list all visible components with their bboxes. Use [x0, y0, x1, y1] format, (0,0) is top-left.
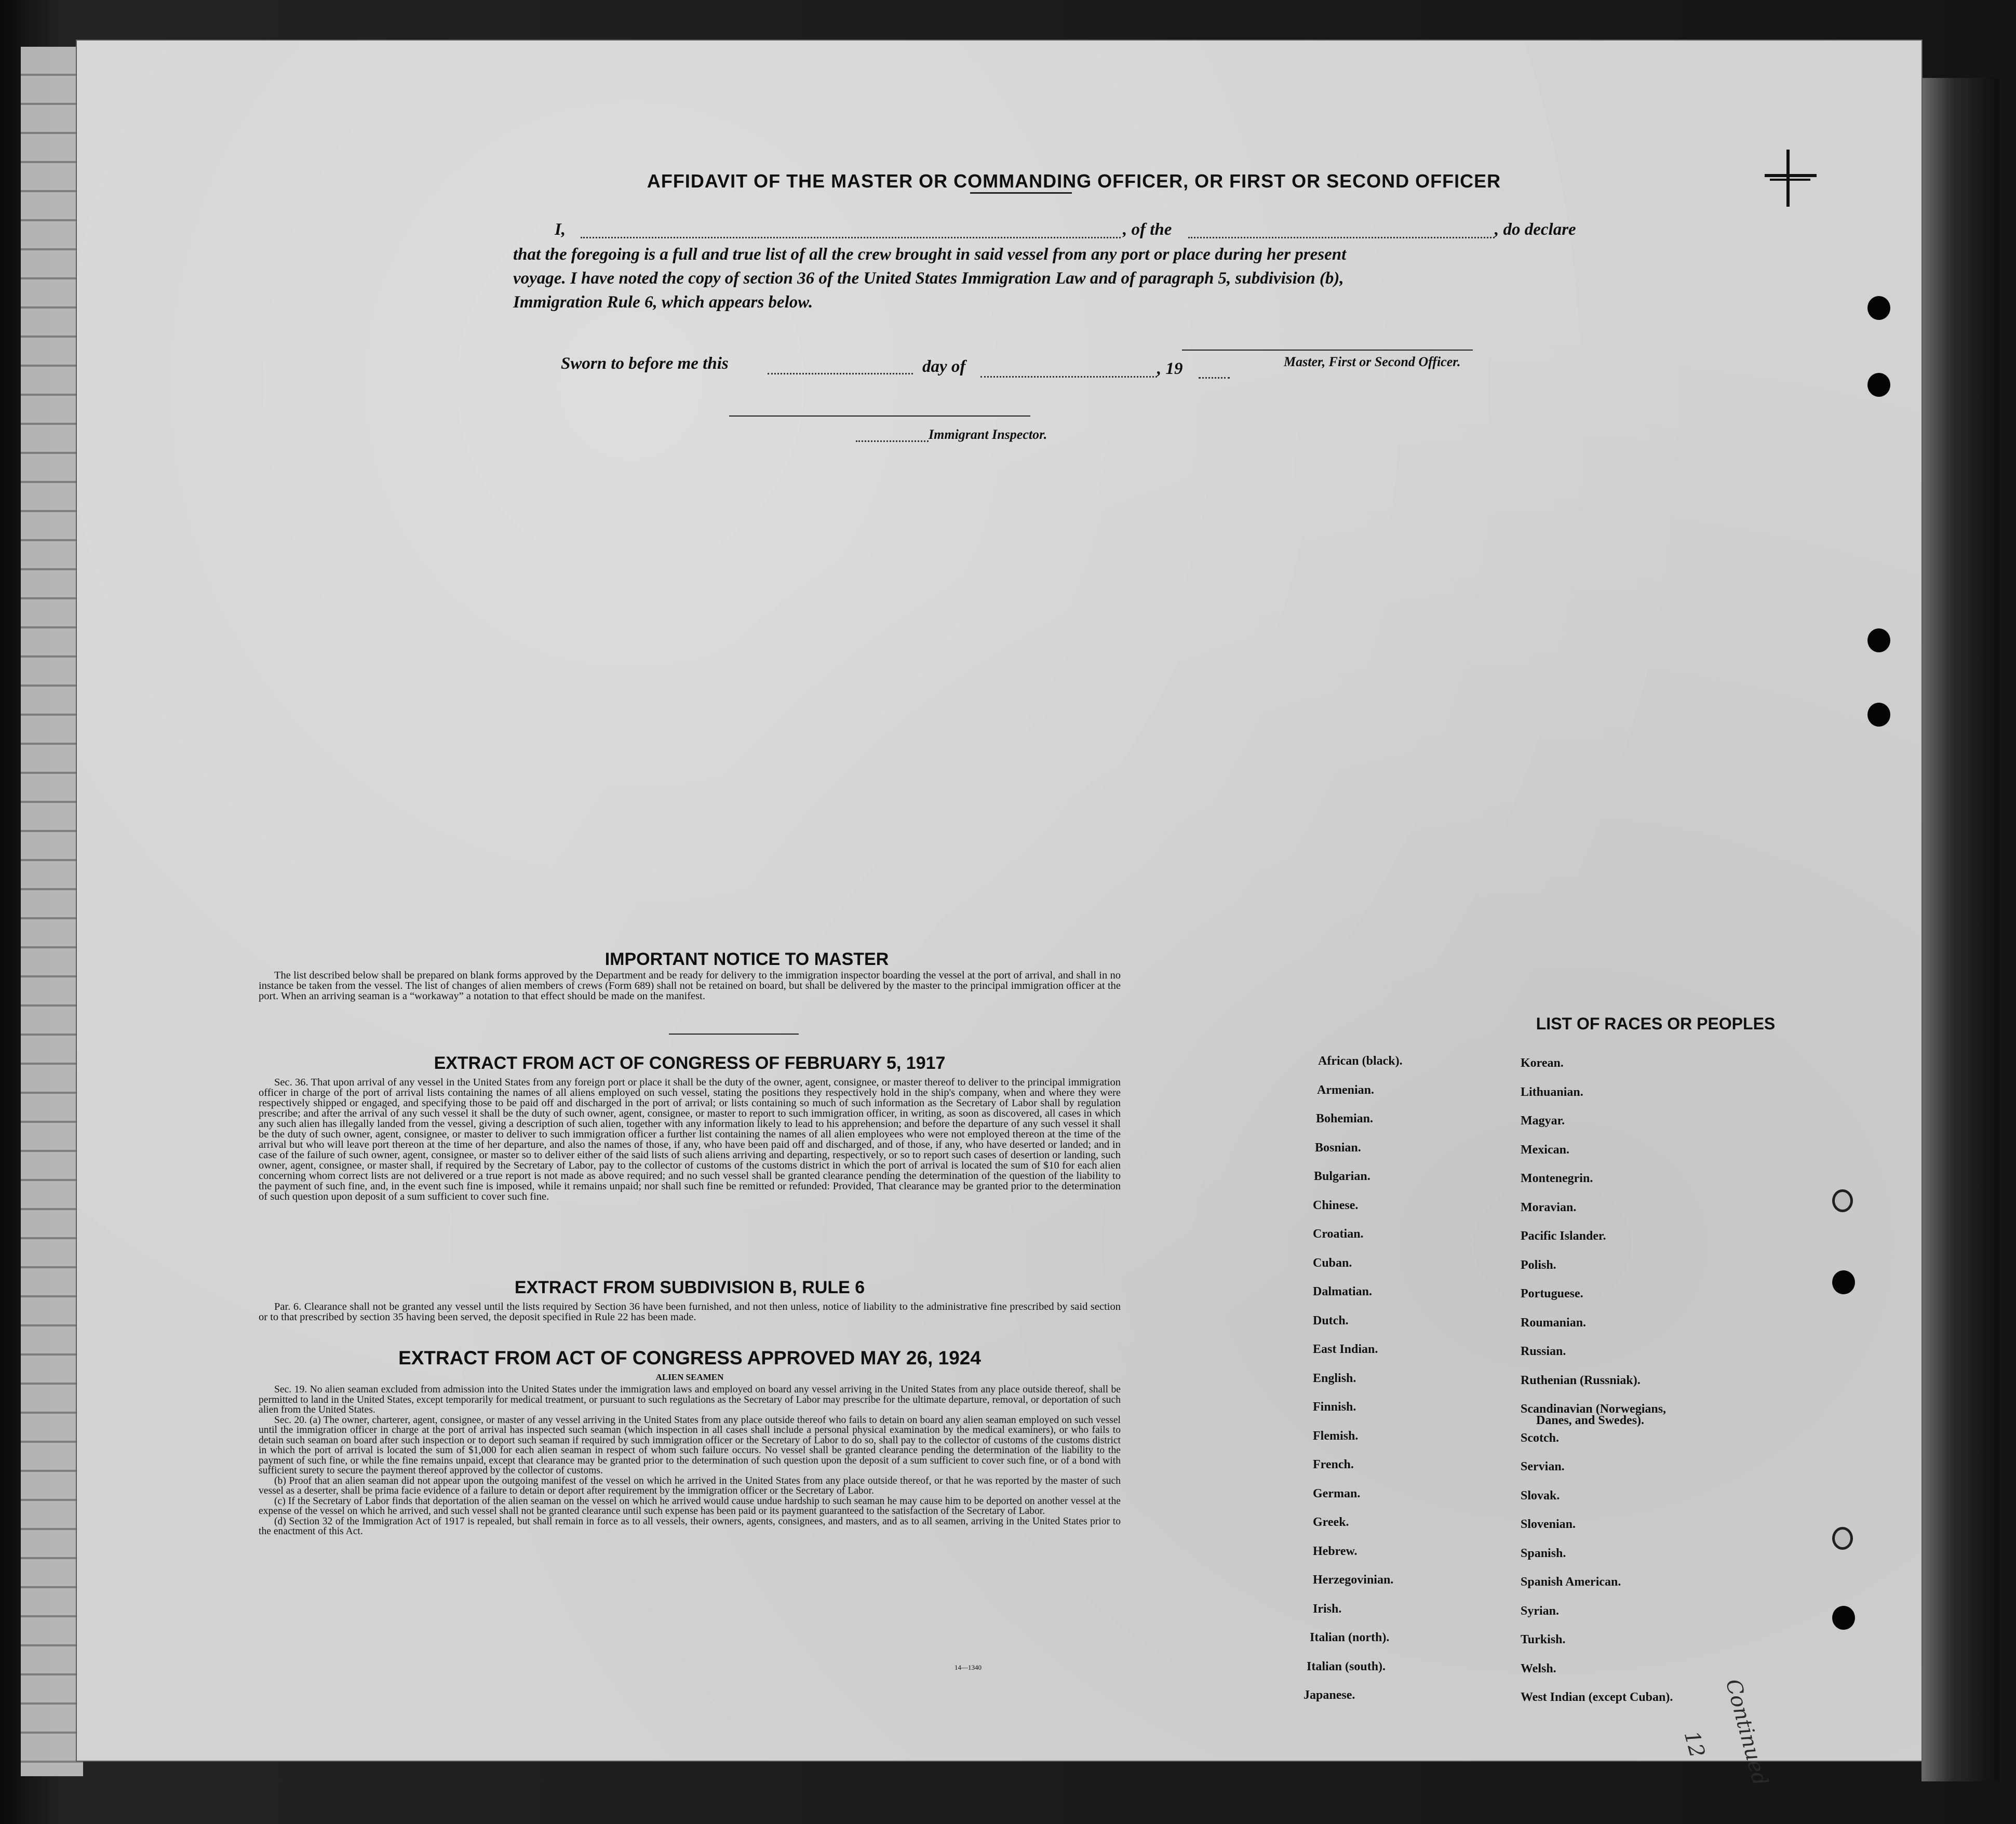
notice-paragraph: The list described below shall be prepared on blank forms approved by the Department and be ready for delivery to the immigration inspector boarding the vessel at the port of arrival, and shall in no instance be taken from the vessel. The list of changes of alien members of crews (Form 689) shall not be retained on board, but shall be delivered by the master to the principal immigration officer at the port. When an arriving seaman is a “workaway” a notation to that effect should be made on the manifest. [259, 970, 1121, 1002]
race-item: Greek. [1313, 1515, 1349, 1529]
punch-hole [1867, 703, 1890, 727]
race-item: Korean. [1521, 1056, 1564, 1070]
race-item: German. [1313, 1486, 1361, 1500]
races-title: LIST OF RACES OR PEOPLES [1536, 1014, 1776, 1033]
affidavit-title: AFFIDAVIT OF THE MASTER OR COMMANDING OFFICER, OR FIRST OR SECOND OFFICER [647, 170, 1501, 192]
affidavit-line-2: that the foregoing is a full and true list of all the crew brought in said vessel from any port or place during her present [513, 245, 1347, 264]
punch-hole [1867, 628, 1890, 652]
race-item: Dutch. [1313, 1313, 1349, 1327]
punch-hole [1832, 1270, 1855, 1294]
race-item: Bosnian. [1315, 1141, 1361, 1155]
race-item: Slovak. [1521, 1488, 1560, 1503]
race-item: Welsh. [1521, 1661, 1556, 1675]
affidavit-i: I, [555, 220, 566, 239]
form-number: 14—1340 [955, 1664, 982, 1671]
notice-body [259, 970, 1121, 1001]
race-item: Herzegovinian. [1313, 1573, 1394, 1587]
extract-1924-title: EXTRACT FROM ACT OF CONGRESS APPROVED MAY 26, 1924 [398, 1347, 981, 1369]
alien-seamen-subtitle: ALIEN SEAMEN [655, 1372, 724, 1382]
punch-hole [1832, 1527, 1853, 1550]
sec19-paragraph: Sec. 19. No alien seaman excluded from admission into the United States under the immigration laws and employed on board any vessel arriving in the United States from any place outside thereof, shall be permitted to land in the United States, except temporarily for medical treatment, or pursuant to such regulations as the Secretary of Labor may prescribe for the ultimate departure, removal, or deportation of such alien from the United States. [259, 1384, 1121, 1415]
race-item: Moravian. [1521, 1200, 1577, 1214]
sworn-text: Sworn to before me this [561, 354, 729, 373]
sec20a-paragraph: Sec. 20. (a) The owner, charterer, agent, consignee, or master of any vessel arriving in the United States from any place outside thereof who fails to detain on board any alien seaman employed on such vessel until the immigration officer in charge at the port of arrival has inspected such seaman (which inspection in all cases shall include a personal physical examination by the medical examiners), or who fails to detain such seaman on board after such inspection or to deport such seaman if required by such immigration officer or the Secretary of Labor to do so, shall pay to the collector of customs of the customs district in which the port of arrival is located the sum of $1,000 for each alien seaman in respect of whom such failure occurs. No vessel shall be granted clearance pending the determination of the liability to the payment of such fine, or while the fine remains unpaid, except that clearance may be granted prior to the determination of such question upon the deposit of a sum sufficient to cover such fine, or of a bond with sufficient surety to secure the payment thereof approved by the collector of customs. [259, 1414, 1121, 1476]
year-blank [1199, 377, 1230, 379]
race-item: Montenegrin. [1521, 1172, 1593, 1185]
race-item: Bulgarian. [1314, 1170, 1370, 1183]
notice-title: IMPORTANT NOTICE TO MASTER [604, 949, 889, 969]
race-item: Portuguese. [1521, 1287, 1583, 1300]
underlying-ledger-edge [21, 47, 83, 1776]
race-item: Dalmatian. [1313, 1285, 1372, 1298]
extract-rule6-body [259, 1302, 1121, 1322]
race-item: Ruthenian (Russniak). [1521, 1373, 1641, 1387]
race-item: Servian. [1521, 1460, 1565, 1473]
punch-hole [1867, 296, 1890, 320]
race-item: Pacific Islander. [1521, 1229, 1606, 1243]
race-item: Russian. [1521, 1345, 1566, 1358]
race-item: Chinese. [1313, 1198, 1359, 1212]
punch-hole [1832, 1606, 1855, 1630]
day-blank [768, 373, 913, 374]
affidavit-line-3: voyage. I have noted the copy of section 36 of the United States Immigration Law and of paragraph 5, subdivision (b), [513, 269, 1344, 288]
race-item: African (black). [1318, 1054, 1403, 1068]
inspector-dots [856, 440, 929, 442]
page-edge-shadow [1921, 78, 1999, 1781]
divider [669, 1034, 799, 1035]
inspector-signature-line [729, 415, 1030, 417]
race-item: Croatian. [1313, 1227, 1364, 1241]
race-item: Bohemian. [1316, 1112, 1374, 1125]
race-item: Turkish. [1521, 1633, 1566, 1646]
race-item: Lithuanian. [1521, 1085, 1583, 1099]
affidavit-of-the: , of the [1123, 220, 1172, 239]
race-item: Mexican. [1521, 1143, 1569, 1157]
month-blank [980, 376, 1157, 378]
extract-1917-body [259, 1077, 1121, 1202]
race-item: Polish. [1521, 1258, 1556, 1272]
punch-hole [1867, 373, 1890, 397]
race-item: Armenian. [1317, 1083, 1374, 1097]
race-item: Spanish American. [1521, 1575, 1621, 1589]
divider [970, 192, 1072, 194]
race-item: English. [1313, 1371, 1356, 1385]
form-page [77, 41, 1921, 1788]
sec20d-paragraph: (d) Section 32 of the Immigration Act of 1917 is repealed, but shall remain in force as to all vessels, their owners, agents, consignees, and masters, and as to all seamen, arriving in the United States prior to the enactment of this Act. [259, 1515, 1121, 1537]
affidavit-declare: , do declare [1495, 220, 1576, 239]
extract-rule6-title: EXTRACT FROM SUBDIVISION B, RULE 6 [514, 1278, 865, 1297]
handwritten-note: Continued [1721, 1677, 1772, 1788]
rule6-paragraph: Par. 6. Clearance shall not be granted any vessel until the lists required by Section 36 have been furnished, and not then unless, notice of liability to the administrative fine prescribed by said section or to that prescribed by section 35 having been served, the deposit specified in Rule 22 has been made. [259, 1301, 1121, 1323]
race-item: Scandinavian (Norwegians, [1521, 1402, 1666, 1416]
sec20c-paragraph: (c) If the Secretary of Labor finds that deportation of the alien seaman on the vessel on which he arrived would cause undue hardship to such seaman he may cause him to be deported on another vessel at the expense of the vessel on which he arrived, and such vessel shall not be granted clearance until such expense has been paid or its payment guaranteed to the satisfaction of the Secretary of Labor. [259, 1495, 1121, 1517]
vessel-blank [1188, 237, 1495, 238]
day-of-text: day of [922, 357, 966, 376]
extract-1924-body [259, 1385, 1121, 1537]
race-item: Flemish. [1313, 1429, 1359, 1443]
race-item: Spanish. [1521, 1546, 1566, 1560]
race-item: Magyar. [1521, 1114, 1565, 1128]
race-item: East Indian. [1313, 1343, 1378, 1356]
punch-hole [1832, 1189, 1853, 1212]
sec20b-paragraph: (b) Proof that an alien seaman did not appear upon the outgoing manifest of the vessel on which he arrived in the United States from any place outside thereof, or that he was reported by the master of such vessel as a deserter, shall be prima facie evidence of a failure to detain or deport after requirement by the immigration officer or the Secretary of Labor. [259, 1475, 1121, 1496]
race-item: Scotch. [1521, 1431, 1559, 1445]
race-item: Syrian. [1521, 1604, 1560, 1618]
race-item: Cuban. [1313, 1256, 1352, 1270]
race-item: Danes, and Swedes). [1536, 1414, 1645, 1427]
race-item: Hebrew. [1313, 1544, 1358, 1558]
race-item: Finnish. [1313, 1400, 1356, 1414]
registration-mark-icon [1759, 150, 1822, 212]
sec36-paragraph: Sec. 36. That upon arrival of any vessel in the United States from any foreign port or place it shall be the duty of the owner, agent, consignee, or master thereof to deliver to the principal immigration officer in charge of the port of arrival lists containing the names of all aliens employed on such vessel, stating the positions they respectively hold in the ship's company, when and where they were respectively shipped or engaged, and specifying those to be paid off and discharged in the port of arrival; or lists containing so much of such information as the Secretary of Labor shall by regulation prescribe; and after the arrival of any such vessel it shall be the duty of such owner, agent, consignee, or master to report to such immigration officer, in writing, as soon as discovered, all cases in which any such alien has illegally landed from the vessel, giving a description of such alien, together with any information likely to lead to his apprehension; and before the departure of any such vessel it shall be the duty of such owner, agent, consignee, or master to deliver to such immigration officer a further list containing the names of all alien employees who were not employed thereon at the time of the arrival but who will leave port thereon at the time of her departure, and also the names of those, if any, who have been paid off and discharged, and of those, if any, who have deserted or landed; and in case of the failure of such owner, agent, consignee, or master so to deliver either of the said lists of such aliens arriving and departing, respectively, or so to report such cases of desertion or landing, such owner, agent, consignee, or master shall, if required by the Secretary of Labor, pay to the collector of customs of the customs district in which the port of arrival is located the sum of $10 for each alien concerning whom correct lists are not delivered or a true report is not made as above required; and no such vessel shall be granted clearance pending the determination of the question of the liability to the payment of such fine, and, in the event such fine is imposed, while it remains unpaid; nor shall such fine be remitted or refunded: Provided, That clearance may be granted prior to the determination of such question upon deposit of a sum sufficient to cover such fine. [259, 1077, 1121, 1202]
handwritten-number: 12 [1679, 1728, 1710, 1761]
race-item: Slovenian. [1521, 1518, 1576, 1531]
race-item: Roumanian. [1521, 1316, 1587, 1330]
master-label: Master, First or Second Officer. [1284, 354, 1461, 369]
race-item: West Indian (except Cuban). [1521, 1691, 1673, 1704]
affidavit-line-4: Immigration Rule 6, which appears below. [513, 293, 813, 312]
race-item: Irish. [1313, 1602, 1342, 1616]
extract-1917-title: EXTRACT FROM ACT OF CONGRESS OF FEBRUARY 5, 1917 [434, 1053, 946, 1073]
race-item: Italian (north). [1310, 1631, 1390, 1644]
inspector-label: Immigrant Inspector. [929, 427, 1047, 442]
year-prefix: , 19 [1157, 359, 1183, 378]
race-item: Japanese. [1303, 1688, 1355, 1702]
name-blank [581, 237, 1121, 238]
race-item: Italian (south). [1307, 1659, 1386, 1673]
race-item: French. [1313, 1458, 1354, 1471]
signature-line [1182, 350, 1473, 351]
